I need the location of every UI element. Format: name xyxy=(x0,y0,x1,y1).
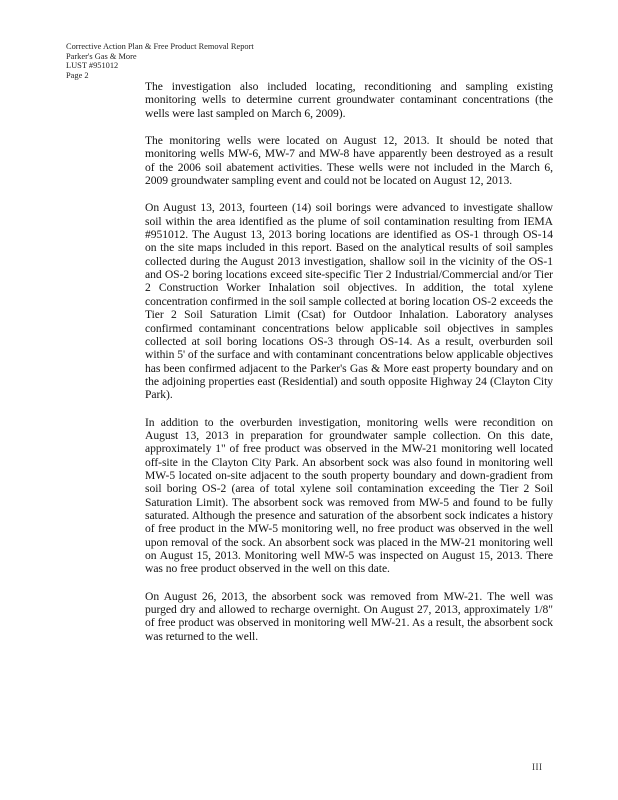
lust-number: LUST #951012 xyxy=(66,61,119,71)
paragraph-monitoring-wells-intro: The investigation also included locating, reconditioning and sampling existing monitoring wells to determine current groundwater contaminant concentrations (the wells were last sampled on March 6, 2009). xyxy=(145,80,553,120)
paragraph-soil-borings: On August 13, 2013, fourteen (14) soil borings were advanced to investigate shallow soil within the area identified as the plume of soil contamination resulting from IEMA #951012. The August 13, 2013 boring locations are identified as OS-1 through OS-14 on the site maps included in this report. Based on the analytical results of soil samples collected during the August 2013 investigation, shallow soil in the vicinity of the OS-1 and OS-2 boring locations exceed site-specific Tier 2 Industrial/Commercial and/or Tier 2 Construction Worker Inhalation soil objectives. In addition, the total xylene concentration confirmed in the soil sample collected at boring location OS-2 exceeds the Tier 2 Soil Saturation Limit (Csat) for Outdoor Inhalation. Laboratory analyses confirmed contaminant concentrations below applicable soil objectives in samples collected at soil boring locations OS-3 through OS-14. As a result, overburden soil within 5' of the surface and with contaminant concentrations below applicable objectives has been confirmed adjacent to the Parker's Gas & More east property boundary and on the adjoining properties east (Residential) and south opposite Highway 24 (Clayton City Park). xyxy=(145,201,553,402)
page-number: Page 2 xyxy=(66,70,89,80)
paragraph-sock-removal: On August 26, 2013, the absorbent sock was removed from MW-21. The well was purged dry and allowed to recharge overnight. On August 27, 2013, approximately 1/8" of free product was observed in monitoring well MW-21. As a result, the absorbent sock was returned to the well. xyxy=(145,589,553,643)
document-header xyxy=(66,42,254,80)
paragraph-wells-located: The monitoring wells were located on August 12, 2013. It should be noted that monitoring wells MW-6, MW-7 and MW-8 have apparently been destroyed as a result of the 2006 soil abatement activities. These wells were not included in the March 6, 2009 groundwater sampling event and could not be located on August 12, 2013. xyxy=(145,134,553,188)
document-body xyxy=(145,80,553,657)
page-footer-mark: III xyxy=(532,762,543,772)
paragraph-free-product: In addition to the overburden investigation, monitoring wells were recondition on August 13, 2013 in preparation for groundwater sample collection. On this date, approximately 1" of free product was observed in the MW-21 monitoring well located off-site in the Clayton City Park. An absorbent sock was also found in monitoring well MW-5 located on-site adjacent to the south property boundary and down-gradient from soil boring OS-2 (area of total xylene soil contamination exceeding the Tier 2 Soil Saturation Limit). The absorbent sock was removed from MW-5 and found to be fully saturated. Although the presence and saturation of the absorbent sock indicates a history of free product in the MW-5 monitoring well, no free product was observed in the well upon removal of the sock. An absorbent sock was placed in the MW-21 monitoring well on August 15, 2013. Monitoring well MW-5 was inspected on August 15, 2013. There was no free product observed in the well on this date. xyxy=(145,415,553,576)
report-title: Corrective Action Plan & Free Product Removal Report xyxy=(66,42,254,51)
site-name: Parker's Gas & More xyxy=(66,51,137,61)
